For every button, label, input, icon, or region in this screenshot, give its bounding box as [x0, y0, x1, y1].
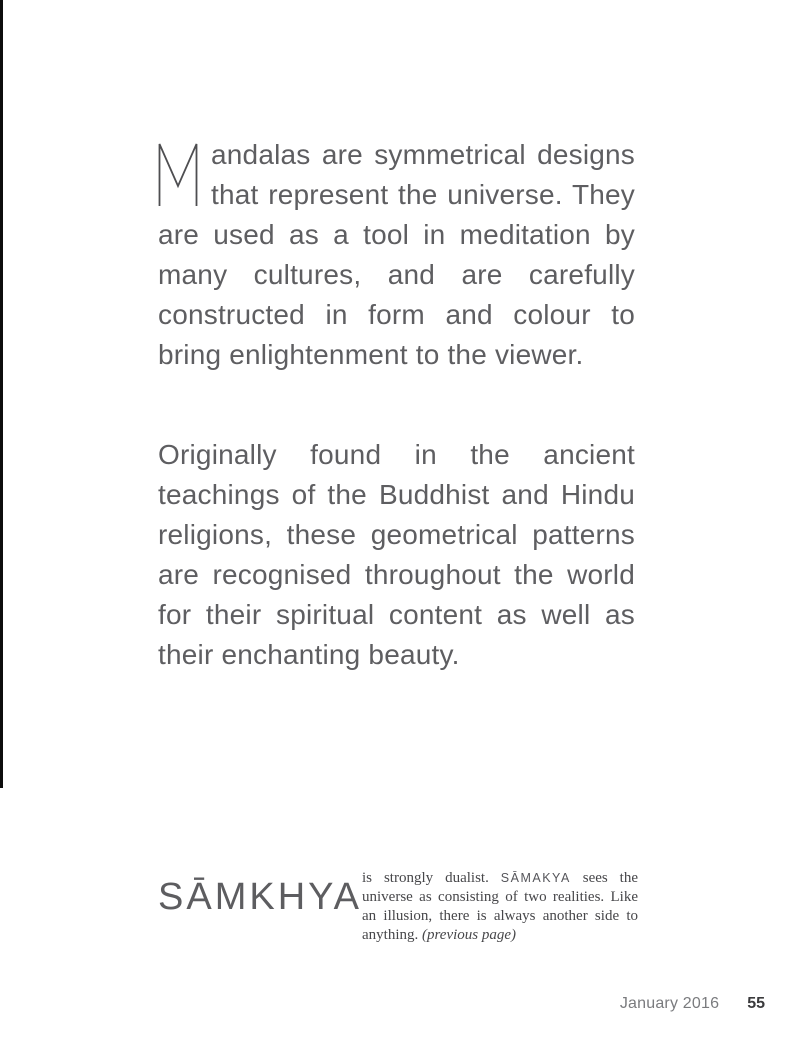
glossary-caption — [362, 869, 638, 945]
caption-text-post: sees the universe as consisting of two realities. Like an illusion, there is always another side to anything. — [362, 870, 638, 943]
glossary-term-title: SĀMKHYA — [158, 876, 363, 918]
caption-previous-page-note: (previous page) — [422, 927, 517, 943]
paragraph-text: andalas are symmetrical designs that represent the universe. They are used as a tool in meditation by many cultures, and are carefully constructed in form and colour to bring enlightenment to the viewer. — [158, 139, 635, 370]
drop-cap-m-icon — [158, 143, 198, 207]
paragraph-origins: Originally found in the ancient teachings of the Buddhist and Hindu religions, these geometrical patterns are recognised throughout the world for their spiritual content as well as their enchanting beauty. — [158, 439, 635, 670]
issue-date: January 2016 — [619, 995, 720, 1012]
left-edge-rule — [0, 0, 3, 788]
glossary-note — [158, 869, 638, 945]
caption-text-pre: is strongly dualist. — [362, 870, 501, 886]
article-body — [158, 135, 635, 675]
page-number: 55 — [747, 995, 765, 1012]
page-footer — [620, 995, 765, 1013]
paragraph-mandalas — [158, 135, 635, 375]
caption-term: SĀMAKYA — [500, 871, 571, 885]
